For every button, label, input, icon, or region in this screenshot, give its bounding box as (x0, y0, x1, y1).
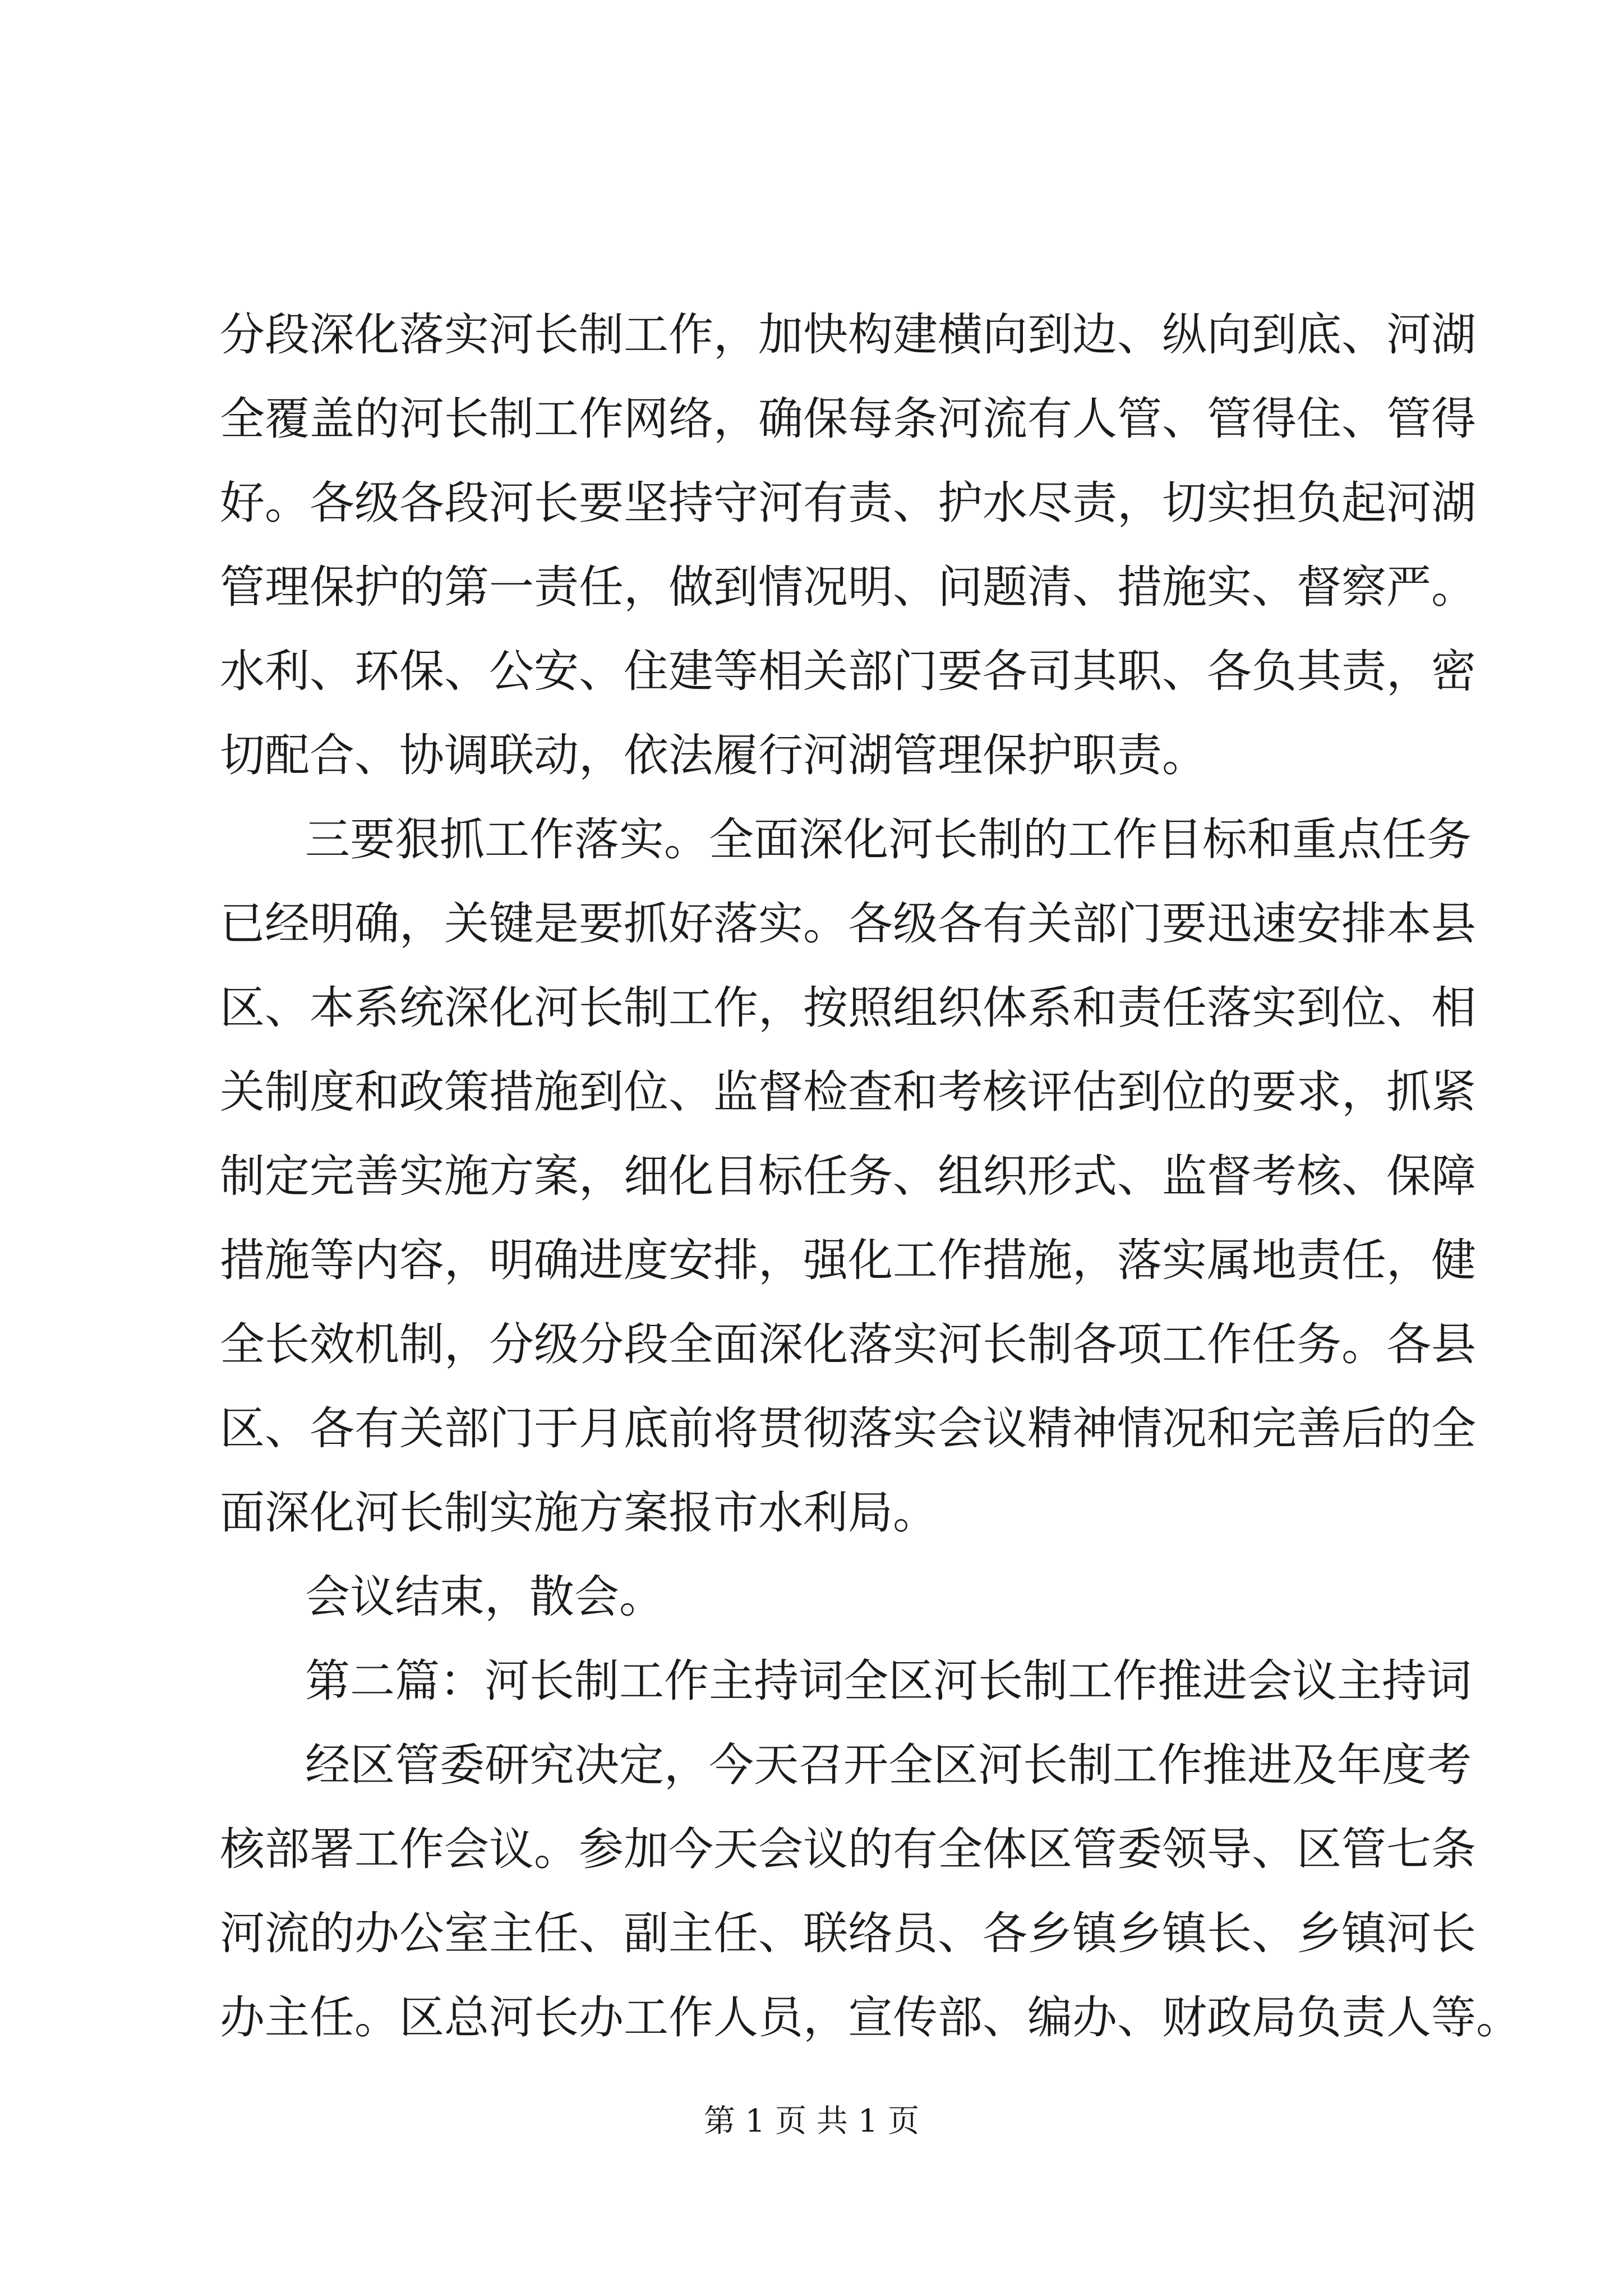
paragraph-5-line-4: 办主任。区总河长办工作人员，宣传部、编办、财政局负责人等。 (220, 1991, 1521, 2044)
paragraph-2-line-3: 区、本系统深化河长制工作，按照组织体系和责任落实到位、相 (220, 982, 1476, 1034)
paragraph-5-line-2: 核部署工作会议。参加今天会议的有全体区管委领导、区管七条 (220, 1823, 1476, 1875)
paragraph-2-line-9: 面深化河长制实施方案报市水利局。 (220, 1487, 938, 1539)
paragraph-5-line-1: 经区管委研究决定，今天召开全区河长制工作推进及年度考 (305, 1739, 1472, 1791)
paragraph-5-line-3: 河流的办公室主任、副主任、联络员、各乡镇乡镇长、乡镇河长 (220, 1907, 1476, 1959)
paragraph-1-line-4: 管理保护的第一责任，做到情况明、问题清、措施实、督察严。 (220, 561, 1476, 613)
paragraph-1-line-5: 水利、环保、公安、住建等相关部门要各司其职、各负其责，密 (220, 645, 1476, 697)
paragraph-2-line-8: 区、各有关部门于月底前将贯彻落实会议精神情况和完善后的全 (220, 1402, 1476, 1455)
page-number-footer: 第 1 页 共 1 页 (703, 2103, 920, 2139)
paragraph-1-line-1: 分段深化落实河长制工作，加快构建横向到边、纵向到底、河湖 (220, 309, 1476, 361)
section-heading: 第二篇：河长制工作主持词全区河长制工作推进会议主持词 (305, 1655, 1472, 1707)
paragraph-1-line-3: 好。各级各段河长要坚持守河有责、护水尽责，切实担负起河湖 (220, 477, 1476, 529)
paragraph-2-line-6: 措施等内容，明确进度安排，强化工作措施，落实属地责任，健 (220, 1234, 1476, 1286)
paragraph-2-line-1: 三要狠抓工作落实。全面深化河长制的工作目标和重点任务 (305, 813, 1472, 866)
paragraph-1-line-2: 全覆盖的河长制工作网络，确保每条河流有人管、管得住、管得 (220, 393, 1476, 445)
paragraph-2-line-7: 全长效机制，分级分段全面深化落实河长制各项工作任务。各县 (220, 1318, 1476, 1370)
paragraph-2-line-4: 关制度和政策措施到位、监督检查和考核评估到位的要求，抓紧 (220, 1066, 1476, 1118)
paragraph-2-line-2: 已经明确，关键是要抓好落实。各级各有关部门要迅速安排本县 (220, 898, 1476, 950)
paragraph-2-line-5: 制定完善实施方案，细化目标任务、组织形式、监督考核、保障 (220, 1150, 1476, 1202)
paragraph-1-line-6: 切配合、协调联动，依法履行河湖管理保护职责。 (220, 729, 1207, 781)
paragraph-3-line-1: 会议结束，散会。 (305, 1571, 664, 1623)
